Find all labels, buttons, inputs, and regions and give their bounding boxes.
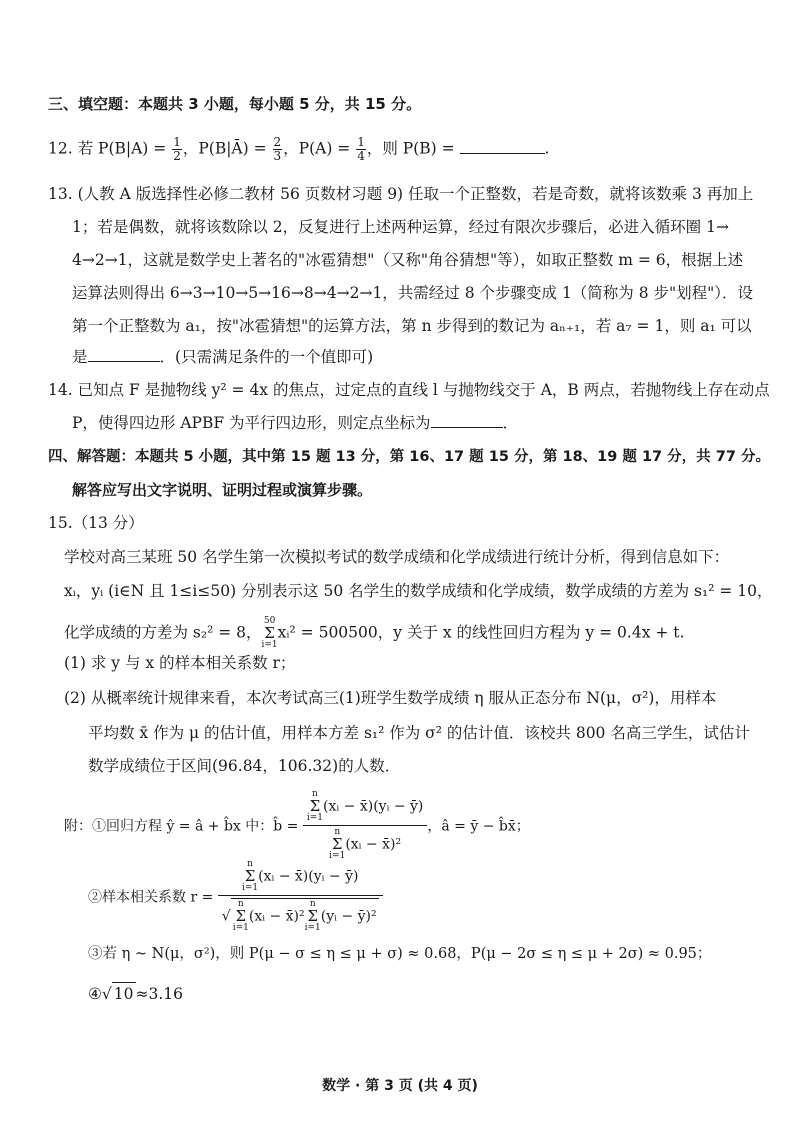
fraction — [356, 136, 366, 163]
sum-upper: n — [247, 859, 253, 869]
summation — [233, 900, 249, 933]
q12-text: ，P(A) = — [283, 139, 356, 158]
summation — [242, 860, 258, 893]
q14-text: ． — [502, 414, 519, 432]
question-15-part2-line1: (2) 从概率统计规律来看，本次考试高三(1)班学生数学成绩 η 服从正态分布 N(μ，σ²)，用样本 — [64, 689, 717, 707]
fraction — [172, 136, 182, 163]
sigma-icon: Σ — [331, 835, 343, 853]
appendix-text: 附：①回归方程 ŷ = â + b̂x 中：b̂ = — [64, 818, 303, 835]
question-14-line2 — [72, 413, 518, 433]
appendix-formula-2 — [88, 860, 383, 933]
section4-heading: 四、解答题：本题共 5 小题，其中第 15 题 13 分，第 16、17 题 15 分，第 18、19 题 17 分，共 77 分。 — [48, 449, 770, 465]
question-number: 14. — [48, 381, 73, 399]
question-13-line2: 1；若是偶数，就将该数除以 2，反复进行上述两种运算，经过有限次步骤后，必进入循环圈 1→ — [72, 218, 729, 236]
question-number: 13. — [48, 185, 73, 203]
q14-text: P，使得四边形 APBF 为平行四边形，则定点坐标为 — [72, 414, 431, 432]
answer-blank[interactable] — [431, 413, 503, 428]
fraction-numerator: 1 — [357, 135, 365, 149]
q14-text: 已知点 F 是抛物线 y² = 4x 的焦点，过定点的直线 l 与抛物线交于 A，B 两点，若抛物线上存在动点 — [77, 381, 770, 399]
fraction-denominator: 4 — [357, 149, 365, 163]
sigma-icon: Σ — [235, 907, 247, 925]
fraction-numerator — [218, 860, 383, 896]
question-15-part2-line3: 数学成绩位于区间(96.84，106.32)的人数． — [88, 757, 401, 775]
sum-upper: n — [312, 789, 318, 799]
fraction — [303, 790, 428, 861]
fraction — [218, 860, 383, 933]
sigma-icon: Σ — [307, 907, 319, 925]
appendix-text: ，â = ȳ − b̂x̄； — [427, 818, 530, 835]
sigma-icon: Σ — [244, 867, 256, 885]
q15-text: xᵢ² = 500500，y 关于 x 的线性回归方程为 y = 0.4x + t. — [277, 623, 685, 642]
sum-lower: i=1 — [329, 851, 346, 861]
sum-upper: n — [237, 899, 244, 909]
denominator-text: (xᵢ − x̄)² — [248, 908, 305, 925]
question-13-line4: 运算法则得出 6→3→10→5→16→8→4→2→1，共需经过 8 个步骤变成 1（简称为 8 步"划程"）．设 — [72, 284, 754, 302]
numerator-text: (xᵢ − x̄)(yᵢ − ȳ) — [323, 798, 424, 815]
question-15-part2-line2: 平均数 x̄ 作为 μ 的估计值，用样本方差 s₁² 作为 σ² 的估计值．该校共 800 名高三学生，试估计 — [88, 724, 750, 742]
sum-lower: i=1 — [304, 923, 321, 933]
appendix-formula-4 — [88, 982, 183, 1004]
q12-text: ，P(B|Ā) = — [182, 139, 272, 158]
q13-text: ．(只需满足条件的一个值即可) — [159, 348, 374, 366]
sum-upper: n — [334, 827, 341, 837]
summation — [305, 900, 321, 933]
question-15-line1: 学校对高三某班 50 名学生第一次模拟考试的数学成绩和化学成绩进行统计分析，得到信息如下： — [64, 548, 730, 566]
fraction-denominator: 2 — [173, 149, 181, 163]
q12-text: ，则 P(B) = — [366, 139, 460, 158]
sqrt-icon: √ — [221, 908, 231, 925]
page-footer: 数学 · 第 3 页 (共 4 页) — [322, 1078, 478, 1094]
radicand: 10 — [112, 982, 136, 1004]
section4-subheading: 解答应写出文字说明、证明过程或演算步骤。 — [72, 481, 373, 499]
answer-blank[interactable] — [88, 347, 160, 362]
question-12 — [48, 136, 549, 163]
appendix-text: ②样本相关系数 r = — [88, 889, 218, 906]
summation — [262, 617, 278, 650]
q12-text: 若 P(B|A) = — [77, 139, 172, 158]
sqrt-icon: √ — [101, 985, 112, 1003]
denominator-text: (xᵢ − x̄)² — [345, 836, 402, 853]
section3-heading: 三、填空题：本题共 3 小题，每小题 5 分，共 15 分。 — [48, 95, 422, 113]
question-15-number: 15.（13 分） — [48, 514, 144, 532]
sum-lower: i=1 — [241, 883, 259, 893]
question-15-line3 — [64, 617, 684, 650]
sigma-icon: Σ — [309, 797, 321, 815]
q13-text: 是 — [72, 348, 88, 366]
sum-lower: i=1 — [261, 640, 278, 650]
question-number: 12. — [48, 139, 73, 158]
question-13-line3: 4→2→1，这就是数学史上著名的"冰雹猜想"（又称"角谷猜想"等），如取正整数 m = 6，根据上述 — [72, 251, 744, 269]
sum-upper: 50 — [263, 616, 276, 626]
q12-end: . — [544, 139, 550, 158]
appendix-text: ≈3.16 — [135, 985, 184, 1003]
answer-blank[interactable] — [460, 139, 545, 154]
fraction-numerator — [303, 790, 428, 826]
q13-text: (人教 A 版选择性必修二教材 56 页数材习题 9) 任取一个正整数，若是奇数，就将该数乘 3 再加上 — [77, 185, 754, 203]
sum-lower: i=1 — [306, 813, 324, 823]
denominator-text: (yᵢ − ȳ)² — [320, 908, 377, 925]
fraction — [273, 136, 283, 163]
numerator-text: (xᵢ − x̄)(yᵢ − ȳ) — [258, 868, 359, 885]
sum-lower: i=1 — [232, 923, 249, 933]
fraction-numerator: 2 — [273, 135, 282, 149]
sigma-icon: Σ — [264, 624, 275, 642]
summation — [329, 828, 345, 861]
question-13-line6 — [72, 347, 373, 367]
appendix-text: ④ — [88, 985, 102, 1003]
summation — [307, 790, 323, 823]
question-15-line2: xᵢ，yᵢ (i∈N 且 1≤i≤50) 分别表示这 50 名学生的数学成绩和化学成绩，数学成绩的方差为 s₁² = 10， — [64, 582, 773, 600]
question-13-line1 — [48, 184, 753, 204]
question-15-part1: (1) 求 y 与 x 的样本相关系数 r； — [64, 654, 296, 672]
sum-upper: n — [309, 899, 316, 909]
radicand — [231, 898, 379, 933]
fraction-denominator — [218, 896, 383, 933]
fraction-denominator — [303, 826, 428, 861]
q15-text: 化学成绩的方差为 s₂² = 8， — [64, 623, 262, 642]
appendix-formula-3: ③若 η ~ N(μ，σ²)，则 P(μ − σ ≤ η ≤ μ + σ) ≈ 0.68，P(μ − 2σ ≤ η ≤ μ + 2σ) ≈ 0.95； — [88, 946, 712, 962]
appendix-formula-1 — [64, 790, 530, 861]
question-13-line5: 第一个正整数为 a₁，按"冰雹猜想"的运算方法，第 n 步得到的数记为 aₙ₊₁，若 a₇ = 1，则 a₁ 可以 — [72, 317, 752, 335]
fraction-numerator: 1 — [173, 135, 181, 149]
fraction-denominator: 3 — [273, 149, 282, 163]
question-14-line1 — [48, 380, 770, 400]
